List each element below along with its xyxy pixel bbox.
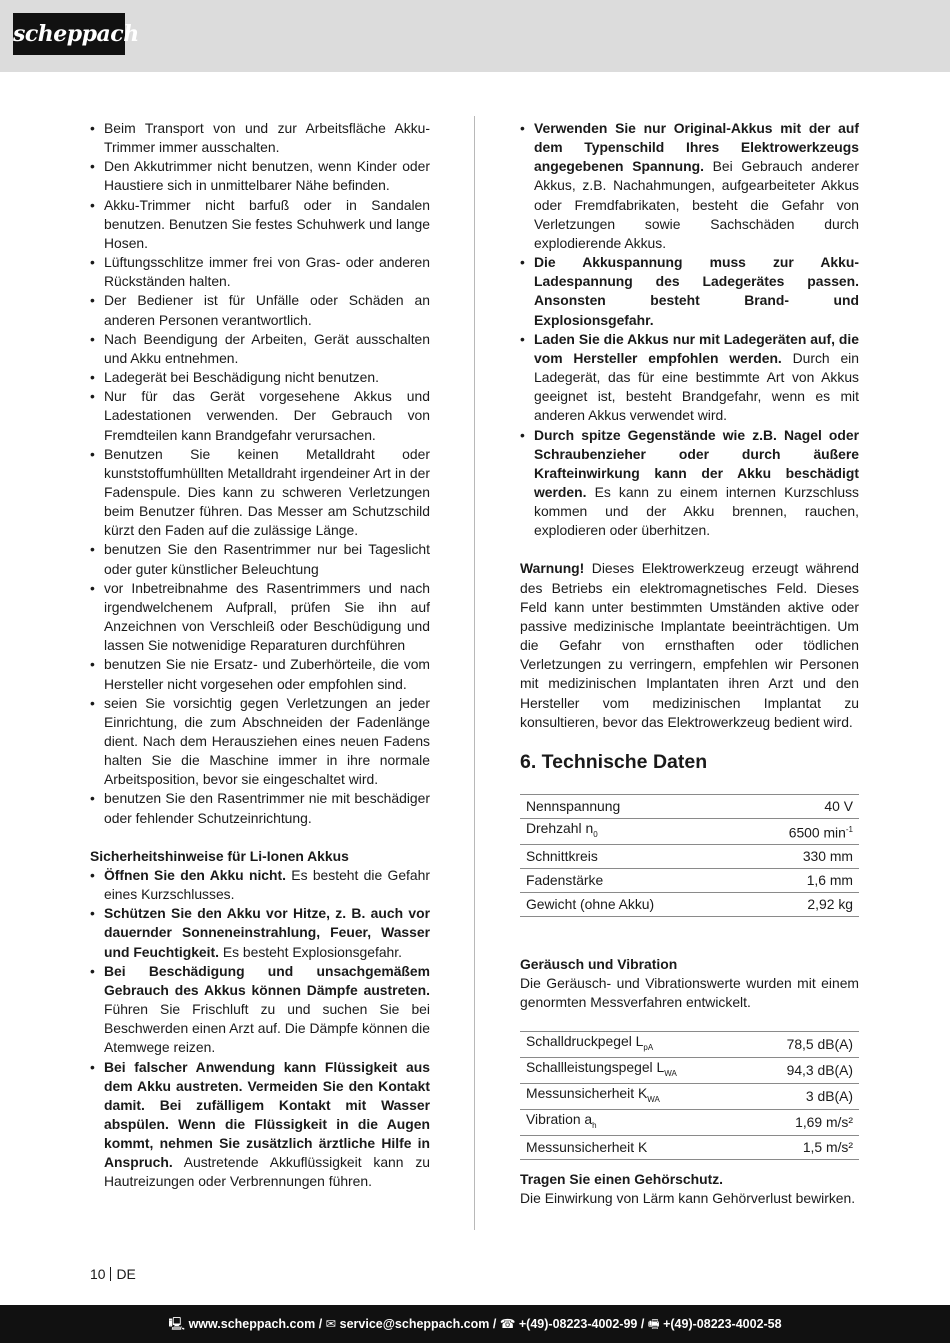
website-link[interactable]: www.scheppach.com: [188, 1317, 316, 1331]
row-label: Schnittkreis: [520, 844, 740, 868]
bold-text: Schützen Sie den Akku vor Hitze, z. B. auch vor dauernder Sonneneinstrahlung, Feuer, Wasser und Feuchtigkeit.: [104, 905, 430, 960]
body-text: Bei Gebrauch anderer Akkus, z.B. Nachahmungen, aufgearbeiteter Akkus oder Fremdfabrikaten, besteht die Gefahr von Verletzungen sowie Sachschäden durch explodierende Akkus.: [534, 158, 859, 251]
body-text: Führen Sie Frischluft zu und suchen Sie bei Beschwerden einen Arzt auf. Die Dämpfe können die Atemwege reizen.: [104, 1001, 430, 1056]
table-row: [520, 1136, 859, 1160]
list-item: • benutzen Sie nie Ersatz- und Zuberhörteile, die vom Hersteller nicht vorgesehen oder empfohlen sind.: [90, 655, 430, 693]
bold-text: Bei Beschädigung und unsachgemäßem Gebrauch des Akkus können Dämpfe austreten.: [104, 962, 430, 998]
column-divider: [474, 116, 475, 1230]
table-row: [520, 1110, 859, 1136]
row-value: 1,69 m/s²: [749, 1110, 859, 1136]
row-value: 6500 $\min^{-1}$: [740, 818, 859, 844]
list-item: • Benutzen Sie keinen Metalldraht oder kunststoffumhüllten Metalldraht irgendeiner Art in der Fadenspule. Dies kann zu schweren Verletzungen beim Benutzer führen. Das Messer am Schutzschild kürzt den Faden auf die zulässige Länge.: [90, 445, 430, 541]
body-text: Durch ein Ladegerät, das für eine bestimmte Art von Akkus geeignet ist, besteht Brandgefahr, wenn es mit anderen Akkus verwendet wird.: [534, 349, 859, 424]
body-text: Austretende Akkuflüssigkeit kann zu Hautreizungen oder Verbrennungen führen.: [104, 1154, 430, 1190]
list-item: [90, 962, 430, 1058]
body-text: Es kann zu einem internen Kurzschluss kommen und der Akku brennen, rauchen, explodieren oder überhitzen.: [534, 483, 859, 539]
bold-text: Verwenden Sie nur Original-Akkus mit der auf dem Typenschild Ihres Elektrowerkzeugs angegebenen Spannung.: [534, 120, 859, 175]
fax-icon: 🖷: [647, 1317, 660, 1331]
row-value: 1,6 mm: [740, 868, 859, 892]
telephone-icon: ☎: [499, 1317, 516, 1331]
list-item: • Lüftungsschlitze immer frei von Gras- oder anderen Rückständen halten.: [90, 253, 430, 291]
scheppach-logo: scheppach: [13, 13, 125, 55]
table-row: [520, 794, 859, 818]
table-row: [520, 892, 859, 916]
li-ion-bullet-list: [90, 866, 430, 1192]
table-row: [520, 1032, 859, 1058]
li-ion-heading: Sicherheitshinweise für Li-Ionen Akkus: [90, 847, 349, 864]
row-label: Messunsicherheit K: [520, 1136, 749, 1160]
row-label: Fadenstärke: [520, 868, 740, 892]
battery-bullet-list: [520, 119, 859, 540]
table-row: [520, 1058, 859, 1084]
row-value: 78,5 dB(A): [749, 1032, 859, 1058]
phone-number: +(49)-08223-4002-99: [518, 1317, 638, 1331]
row-value: 1,5 m/s²: [749, 1136, 859, 1160]
row-label: Drehzahl $n_0$: [520, 818, 740, 844]
fax-number: +(49)-08223-4002-58: [663, 1317, 782, 1331]
safety-bullet-list: [90, 119, 430, 828]
row-value: 40 V: [740, 794, 859, 818]
body-text: Es besteht die Gefahr eines Kurzschlusses.: [104, 866, 430, 903]
row-label: Nennspannung: [520, 794, 740, 818]
list-item: [520, 119, 859, 253]
noise-data-table: [520, 1031, 859, 1160]
right-column: [520, 119, 859, 1208]
list-item: • Akku-Trimmer nicht barfuß oder in Sandalen benutzen. Benutzen Sie festes Schuhwerk und lange Hosen.: [90, 196, 430, 253]
warning-label: Warnung!: [520, 560, 585, 577]
footer-contact-line: 🖳 www.scheppach.com / ✉ service@scheppach.com / ☎ +(49)-08223-4002-99 / 🖷 +(49)-08223-4002-58: [168, 1317, 782, 1331]
list-item: [520, 330, 859, 426]
bold-text: Laden Sie die Akkus nur mit Ladegeräten auf, die vom Hersteller empfohlen werden.: [534, 330, 859, 366]
list-item: • benutzen Sie den Rasentrimmer nie mit beschädiger oder fehlender Schutzeinrichtung.: [90, 789, 430, 827]
noise-heading: Geräusch und Vibration: [520, 955, 678, 972]
body-text: Es besteht Explosionsgefahr.: [218, 943, 402, 960]
row-label: Gewicht (ohne Akku): [520, 892, 740, 916]
bold-text: Bei falscher Anwendung kann Flüssigkeit aus dem Akku austreten. Vermeiden Sie den Kontakt damit. Bei zufälligem Kontakt mit Wasser abspülen. Wenn die Flüssigkeit in die Augen kommt, nehmen Sie zusätzlich ärztliche Hilfe in Anspruch.: [104, 1058, 430, 1171]
bold-text: Öffnen Sie den Akku nicht.: [104, 866, 286, 883]
header-band: [0, 0, 950, 72]
list-item: • Ladegerät bei Beschädigung nicht benutzen.: [90, 368, 430, 387]
noise-text: Die Geräusch- und Vibrationswerte wurden mit einem genormten Messverfahren entwickelt.: [520, 974, 859, 1011]
list-item: • benutzen Sie den Rasentrimmer nur bei Tageslicht oder guter künstlicher Beleuchtung: [90, 540, 430, 578]
list-item: [90, 1058, 430, 1192]
table-row: [520, 1084, 859, 1110]
warning-paragraph: [520, 559, 859, 731]
list-item: [90, 904, 430, 961]
table-row: [520, 868, 859, 892]
list-item: • Beim Transport von und zur Arbeitsfläche Akku-Trimmer immer ausschalten.: [90, 119, 430, 157]
row-value: 2,92 kg: [740, 892, 859, 916]
list-item: [90, 866, 430, 904]
row-label: Messunsicherheit $K_{WA}$: [520, 1084, 749, 1110]
list-item: • vor Inbetreibnahme des Rasentrimmers und nach irgendwelchenem Aufprall, prüfen Sie ihn auf Anzeichnen von Verschleiß oder Beschüdigung und lassen Sie notwenidige Reparaturen durchführen: [90, 579, 430, 656]
row-label: Schalldruckpegel $L_{pA}$: [520, 1032, 749, 1058]
list-item: • Der Bediener ist für Unfälle oder Schäden an anderen Personen verantwortlich.: [90, 291, 430, 329]
list-item: [520, 253, 859, 330]
list-item: • Nur für das Gerät vorgesehene Akkus und Ladestationen verwenden. Der Gebrauch von Fremdteilen kann Brandgefahr verursachen.: [90, 387, 430, 444]
list-item: • Nach Beendigung der Arbeiten, Gerät ausschalten und Akku entnehmen.: [90, 330, 430, 368]
list-item: • seien Sie vorsichtig gegen Verletzungen an jeder Einrichtung, die zum Abschneiden der Fadenlänge dient. Nach dem Herausziehen eines neuen Fadens halten Sie die Maschine immer in ihre normale Arbeitsposition, bevor sie eingeschaltet wird.: [90, 694, 430, 790]
page-number: 10 DE: [90, 1266, 136, 1282]
row-value: 3 dB(A): [749, 1084, 859, 1110]
row-value: 330 mm: [740, 844, 859, 868]
table-row: [520, 818, 859, 844]
hearing-protection-text: Die Einwirkung von Lärm kann Gehörverlust bewirken.: [520, 1190, 856, 1207]
warning-text: Dieses Elektrowerkzeug erzeugt während des Betriebs ein elektromagnetisches Feld. Dieses Feld kann unter bestimmten Umständen aktive oder passive medizinische Implantate beeinträchtigen. Um die Gefahr von ernsthaften oder tödlichen Verletzungen zu verringern, empfehlen wir Personen mit medizinischen Implantaten ihren Arzt und den Hersteller vom medizinischen Implantat zu konsultieren, bevor das Elektrowerkzeug bedient wird.: [520, 560, 859, 730]
tech-data-table: [520, 794, 859, 917]
section-title: 6. Technische Daten: [520, 750, 708, 773]
list-item: • Den Akkutrimmer nicht benutzen, wenn Kinder oder Haustiere sich in unmittelbarer Nähe befinden.: [90, 157, 430, 195]
left-column: [90, 119, 430, 1192]
row-value: 94,3 dB(A): [749, 1058, 859, 1084]
computer-icon: 🖳: [168, 1317, 186, 1331]
hearing-protection-heading: Tragen Sie einen Gehörschutz.: [520, 1171, 724, 1187]
envelope-icon: ✉: [325, 1317, 337, 1331]
row-label: Schallleistungspegel $L_{WA}$: [520, 1058, 749, 1084]
bold-text: Durch spitze Gegenstände wie z.B. Nagel oder Schraubenzieher oder durch äußere Krafteinwirkung kann der Akku beschädigt werden.: [534, 426, 859, 500]
row-label: Vibration $a_h$: [520, 1110, 749, 1136]
list-item: [520, 426, 859, 541]
table-row: [520, 844, 859, 868]
bold-text: Die Akkuspannung muss zur Akku- Ladespannung des Ladegerätes passen. Ansonsten besteht Brand- und Explosionsgefahr.: [534, 254, 859, 328]
email-link[interactable]: service@scheppach.com: [339, 1317, 490, 1331]
